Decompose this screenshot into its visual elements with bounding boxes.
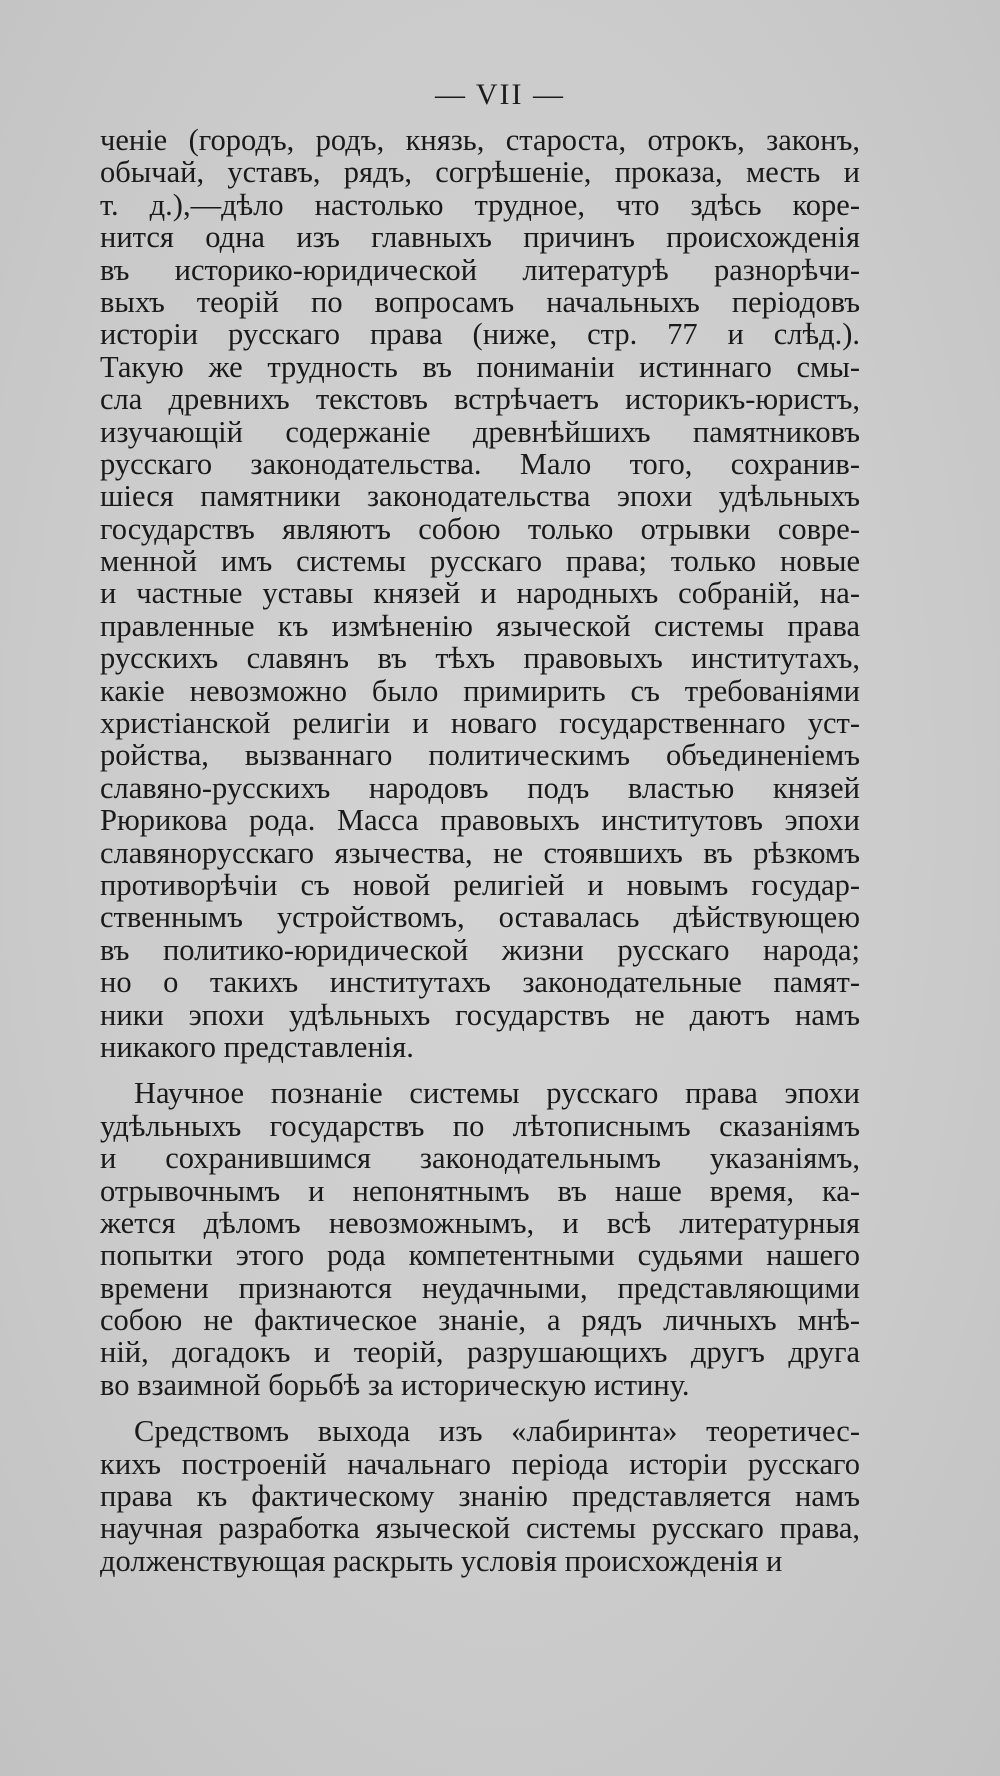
text-line: государствъ являютъ собою только отрывки совре-	[100, 511, 860, 546]
body-text	[100, 124, 860, 1577]
text-line: славяно-русскихъ народовъ подъ властью князей	[100, 770, 860, 805]
text-line: никакого представленія.	[100, 1029, 414, 1064]
text-line: русскаго законодательства. Мало того, сохранив-	[100, 446, 860, 481]
text-line: во взаимной борьбѣ за историческую истину.	[100, 1367, 690, 1402]
text-line: долженствующая раскрыть условія происхожденія и	[100, 1543, 783, 1578]
paragraph	[100, 1077, 860, 1401]
text-line: времени признаются неудачными, представляющими	[100, 1270, 860, 1305]
text-line: научная разработка языческой системы русскаго права,	[100, 1511, 860, 1546]
text-line: но о такихъ институтахъ законодательные памят-	[100, 965, 860, 1000]
text-line: исторіи русскаго права (ниже, стр. 77 и слѣд.).	[100, 317, 860, 352]
text-line: менной имъ системы русскаго права; только новые	[100, 544, 860, 579]
text-line: обычай, уставъ, рядъ, согрѣшеніе, проказа, месть и	[100, 155, 860, 190]
text-line: Рюрикова рода. Масса правовыхъ институтовъ эпохи	[100, 803, 860, 838]
text-line: ники эпохи удѣльныхъ государствъ не даютъ намъ	[100, 997, 860, 1032]
text-line: нится одна изъ главныхъ причинъ происхожденія	[100, 220, 860, 255]
text-line: въ историко-юридической литературѣ разнорѣчи-	[100, 252, 860, 287]
text-line: попытки этого рода компетентными судьями нашего	[100, 1238, 860, 1273]
text-line: и частные уставы князей и народныхъ собраній, на-	[100, 576, 860, 611]
text-line: выхъ теорій по вопросамъ начальныхъ періодовъ	[100, 284, 860, 319]
text-line: правленные къ измѣненію языческой системы права	[100, 608, 860, 643]
text-line: изучающій содержаніе древнѣйшихъ памятниковъ	[100, 414, 860, 449]
text-line: ройства, вызваннаго политическимъ объединеніемъ	[100, 738, 860, 773]
text-line: Средствомъ выхода изъ «лабиринта» теоретичес-	[134, 1414, 860, 1449]
text-line: ченіе (городъ, родъ, князь, староста, отрокъ, законъ,	[100, 123, 860, 157]
text-line: ній, догадокъ и теорій, разрушающихъ другъ друга	[100, 1335, 860, 1370]
text-line: русскихъ славянъ въ тѣхъ правовыхъ институтахъ,	[100, 641, 860, 676]
text-line: сла древнихъ текстовъ встрѣчаетъ историкъ-юристъ,	[100, 382, 860, 417]
text-line: Такую же трудность въ пониманіи истиннаго смы-	[100, 349, 860, 384]
page-number: — VII —	[434, 78, 566, 111]
text-line: т. д.),—дѣло настолько трудное, что здѣсь коре-	[100, 187, 860, 222]
text-line: права къ фактическому знанію представляется намъ	[100, 1479, 860, 1514]
text-line: христіанской религіи и новаго государственнаго уст-	[100, 706, 860, 741]
text-line: Научное познаніе системы русскаго права эпохи	[134, 1076, 860, 1111]
text-line: какіе невозможно было примирить съ требованіями	[100, 673, 860, 708]
paragraph	[100, 1415, 860, 1577]
paragraph	[100, 124, 860, 1063]
text-line: славянорусскаго язычества, не стоявшихъ въ рѣзкомъ	[100, 835, 860, 870]
text-line: шіеся памятники законодательства эпохи удѣльныхъ	[100, 479, 860, 514]
text-line: въ политико-юридической жизни русскаго народа;	[100, 932, 860, 967]
text-line: противорѣчіи съ новой религіей и новымъ государ-	[100, 867, 860, 902]
text-line: удѣльныхъ государствъ по лѣтописнымъ сказаніямъ	[100, 1108, 860, 1143]
text-line: и сохранившимся законодательнымъ указаніямъ,	[100, 1141, 860, 1176]
text-line: собою не фактическое знаніе, а рядъ личныхъ мнѣ-	[100, 1303, 860, 1338]
text-line: ственнымъ устройствомъ, оставалась дѣйствующею	[100, 900, 860, 935]
text-line: жется дѣломъ невозможнымъ, и всѣ литературныя	[100, 1205, 860, 1240]
text-line: кихъ построеній начальнаго періода исторіи русскаго	[100, 1446, 860, 1481]
text-line: отрывочнымъ и непонятнымъ въ наше время, ка-	[100, 1173, 860, 1208]
